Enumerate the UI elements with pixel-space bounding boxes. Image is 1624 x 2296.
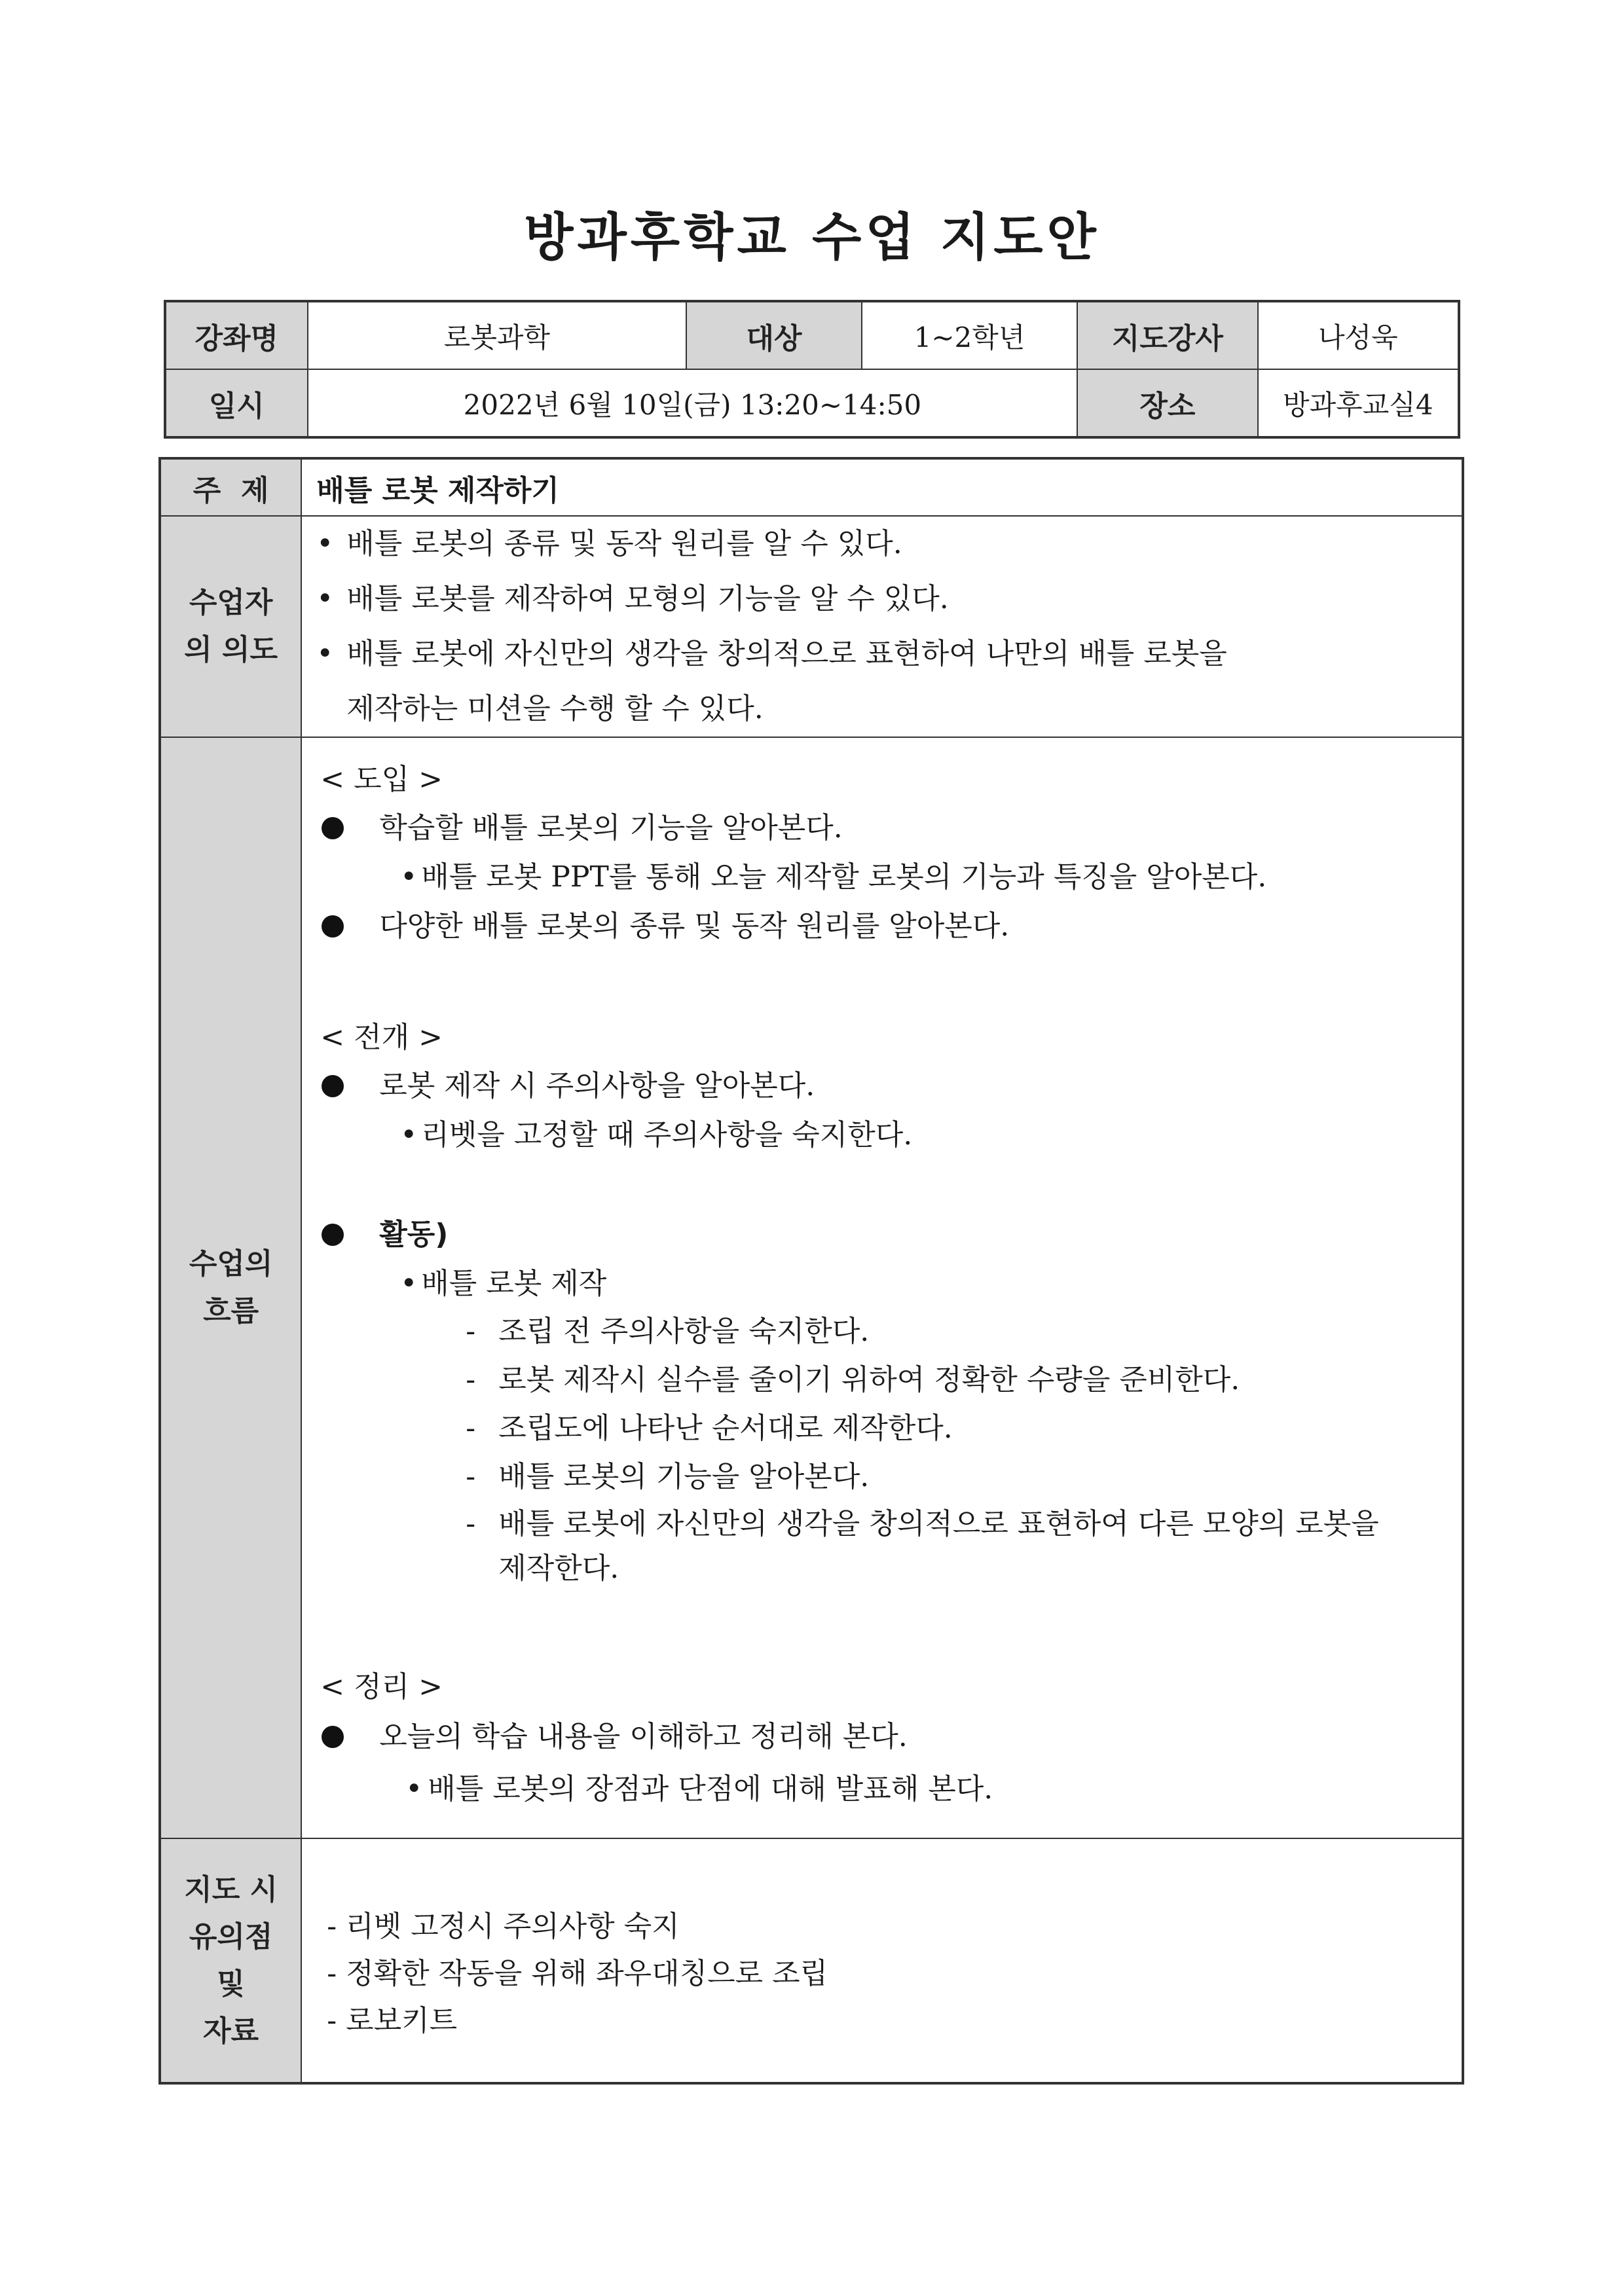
intent-label <box>160 516 301 737</box>
place-value: 방과후교실4 <box>1258 369 1459 437</box>
objective-text: 배틀 로봇를 제작하여 모형의 기능을 알 수 있다. <box>346 582 949 615</box>
bullet-icon: • <box>400 1267 418 1300</box>
bullet-icon: • <box>316 637 334 670</box>
dash-mark: - <box>466 1460 476 1493</box>
notes-label <box>160 1838 301 2083</box>
flow-item-text: 오늘의 학습 내용을 이해하고 정리해 본다. <box>379 1720 908 1753</box>
note-item: - 로보키트 <box>327 2003 458 2037</box>
filled-circle-icon <box>322 1726 344 1748</box>
note-item: - 정확한 작동을 위해 좌우대칭으로 조립 <box>327 1956 828 1990</box>
bullet-icon: • <box>316 582 334 615</box>
target-label: 대상 <box>686 301 861 369</box>
objectives-cell <box>301 516 1463 737</box>
bullet-icon: • <box>405 1772 423 1806</box>
bullet-icon: • <box>400 860 418 894</box>
activity-step-text: 배틀 로봇의 기능을 알아본다. <box>498 1460 870 1493</box>
activity-step <box>316 1404 1462 1453</box>
document-title: 방과후학교 수업 지도안 <box>524 208 1100 267</box>
activity-step-text: 조립도에 나타난 순서대로 제작한다. <box>498 1412 953 1445</box>
filled-circle-icon <box>322 1075 344 1097</box>
course-name-value: 로봇과학 <box>308 301 687 369</box>
activity-step-text: 조립 전 주의사항을 숙지한다. <box>498 1315 870 1348</box>
place-label: 장소 <box>1077 369 1257 437</box>
filled-circle-icon <box>322 915 344 938</box>
section-header-develop: < 전개 > <box>320 1021 443 1054</box>
activity-step <box>316 1501 1462 1547</box>
bullet-icon: • <box>316 527 334 560</box>
objective-text: 배틀 로봇의 종류 및 동작 원리를 알 수 있다. <box>346 527 902 560</box>
flow-item-activity <box>316 1209 1462 1260</box>
objective-item <box>314 517 1462 572</box>
flow-label <box>160 737 301 1838</box>
flow-item <box>316 1061 1462 1111</box>
objective-item <box>314 572 1462 627</box>
section-header-summary: < 정리 > <box>320 1670 443 1704</box>
flow-label-line: 수업의 <box>189 1247 273 1281</box>
flow-cell <box>301 737 1463 1838</box>
filled-circle-icon <box>322 817 344 839</box>
flow-sub-item <box>316 1763 1462 1815</box>
objective-item <box>314 627 1462 682</box>
flow-sub-item-text: 리벳을 고정할 때 주의사항을 숙지한다. <box>421 1118 913 1152</box>
flow-item <box>316 803 1462 853</box>
flow-item-text: 다양한 배틀 로봇의 종류 및 동작 원리를 알아본다. <box>379 909 1010 943</box>
lesson-plan-table <box>158 457 1464 2085</box>
activity-step-text: 로봇 제작시 실수를 줄이기 위하여 정확한 수량을 준비한다. <box>498 1363 1240 1396</box>
flow-sub-item <box>316 1111 1462 1159</box>
activity-step-text: 배틀 로봇에 자신만의 생각을 창의적으로 표현하여 다른 모양의 로봇을 <box>498 1507 1379 1540</box>
course-name-label: 강좌명 <box>165 301 308 369</box>
notes-label-line: 및 <box>217 1967 245 2001</box>
teacher-label: 지도강사 <box>1077 301 1257 369</box>
flow-item-text: 학습할 배틀 로봇의 기능을 알아본다. <box>379 811 843 845</box>
topic-value: 배틀 로봇 제작하기 <box>301 458 1463 516</box>
objective-text: 배틀 로봇에 자신만의 생각을 창의적으로 표현하여 나만의 배틀 로봇을 <box>346 637 1227 670</box>
flow-sub-item <box>316 1260 1462 1307</box>
activity-label: 활동) <box>379 1218 449 1251</box>
flow-item <box>316 1711 1462 1763</box>
section-header-intro: < 도입 > <box>320 763 443 796</box>
notes-label-line: 지도 시 <box>184 1872 278 1906</box>
objective-continuation: 제작하는 미션을 수행 할 수 있다. <box>346 692 764 725</box>
target-value: 1~2학년 <box>862 301 1077 369</box>
flow-sub-item-text: 배틀 로봇 PPT를 통해 오늘 제작할 로봇의 기능과 특징을 알아본다. <box>421 860 1267 894</box>
notes-label-line: 유의점 <box>189 1920 273 1954</box>
intent-label-line: 의 의도 <box>184 633 278 666</box>
activity-step <box>316 1356 1462 1404</box>
notes-label-line: 자료 <box>203 2014 259 2048</box>
intent-label-line: 수업자 <box>189 586 273 619</box>
teacher-value: 나성욱 <box>1258 301 1459 369</box>
dash-mark: - <box>466 1363 476 1396</box>
bullet-icon: • <box>400 1118 418 1152</box>
filled-circle-icon <box>322 1224 344 1246</box>
dash-mark: - <box>466 1412 476 1445</box>
topic-label: 주 제 <box>160 458 301 516</box>
flow-sub-item <box>316 853 1462 902</box>
dash-mark: - <box>466 1315 476 1348</box>
note-item: - 리벳 고정시 주의사항 숙지 <box>327 1909 680 1943</box>
activity-step-continuation: 제작한다. <box>498 1552 619 1585</box>
flow-item <box>316 902 1462 951</box>
course-info-table <box>164 300 1460 439</box>
activity-step <box>316 1453 1462 1501</box>
notes-cell <box>301 1838 1463 2083</box>
activity-step <box>316 1307 1462 1356</box>
flow-item-text: 로봇 제작 시 주의사항을 알아본다. <box>379 1069 815 1102</box>
datetime-value: 2022년 6월 10일(금) 13:20~14:50 <box>308 369 1078 437</box>
flow-sub-item-text: 배틀 로봇의 장점과 단점에 대해 발표해 본다. <box>428 1772 993 1806</box>
flow-sub-item-text: 배틀 로봇 제작 <box>421 1267 607 1300</box>
dash-mark: - <box>466 1507 476 1540</box>
datetime-label: 일시 <box>165 369 308 437</box>
flow-label-line: 흐름 <box>203 1294 259 1328</box>
